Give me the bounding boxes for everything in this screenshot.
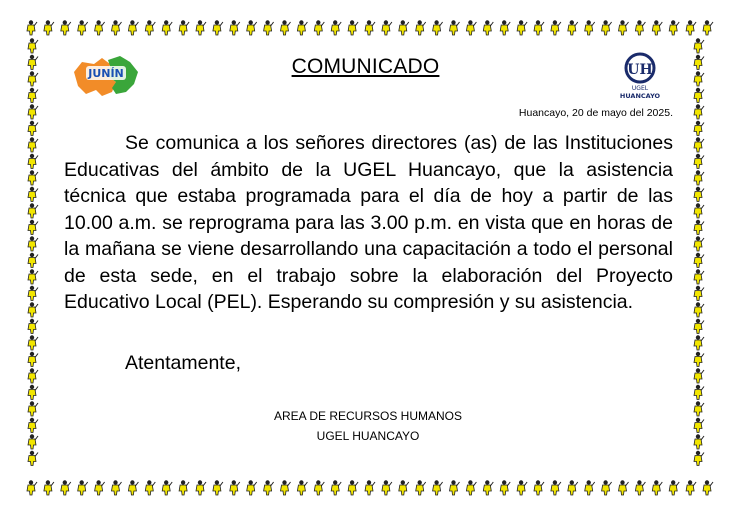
- border-figure-icon: [669, 20, 679, 35]
- ugel-logo-line2: HUANCAYO: [619, 92, 661, 100]
- border-figure-icon: [694, 88, 704, 103]
- border-figure-icon: [145, 20, 155, 35]
- border-figure-icon: [694, 451, 704, 466]
- border-figure-icon: [230, 20, 240, 35]
- border-figure-icon: [694, 121, 704, 136]
- border-figure-icon: [28, 121, 38, 136]
- border-figure-icon: [28, 335, 38, 350]
- border-figure-icon: [213, 20, 223, 35]
- border-figure-icon: [694, 302, 704, 317]
- border-figure-icon: [694, 253, 704, 268]
- junin-logo-text: JUNÍN: [88, 67, 124, 80]
- border-figure-icon: [28, 302, 38, 317]
- border-figure-icon: [694, 203, 704, 218]
- border-figure-icon: [602, 480, 612, 495]
- border-figure-icon: [28, 352, 38, 367]
- border-figure-icon: [500, 480, 510, 495]
- border-figure-icon: [314, 20, 324, 35]
- signature-department: AREA DE RECURSOS HUMANOS: [273, 409, 463, 423]
- border-figure-icon: [694, 319, 704, 334]
- border-figure-icon: [416, 20, 426, 35]
- border-figure-icon: [686, 480, 696, 495]
- border-figure-icon: [28, 253, 38, 268]
- border-figure-icon: [297, 480, 307, 495]
- document-title: COMUNICADO: [291, 55, 440, 78]
- closing-line: Atentamente,: [125, 352, 241, 374]
- border-figure-icon: [28, 385, 38, 400]
- border-figure-icon: [399, 480, 409, 495]
- border-figure-icon: [694, 170, 704, 185]
- border-figure-icon: [28, 88, 38, 103]
- border-figure-icon: [551, 20, 561, 35]
- border-figure-icon: [28, 104, 38, 119]
- border-figure-icon: [27, 480, 37, 495]
- border-figure-icon: [44, 480, 54, 495]
- border-figure-icon: [78, 20, 88, 35]
- border-figure-icon: [61, 20, 71, 35]
- border-figure-icon: [694, 236, 704, 251]
- border-figure-icon: [694, 137, 704, 152]
- border-figure-icon: [331, 480, 341, 495]
- border-figure-icon: [585, 480, 595, 495]
- border-figure-icon: [694, 38, 704, 53]
- border-figure-icon: [162, 20, 172, 35]
- border-figure-icon: [652, 20, 662, 35]
- border-figure-icon: [28, 203, 38, 218]
- border-figure-icon: [382, 480, 392, 495]
- border-figure-icon: [517, 20, 527, 35]
- border-figure-icon: [28, 236, 38, 251]
- border-figure-icon: [703, 20, 713, 35]
- border-figure-icon: [416, 480, 426, 495]
- border-figure-icon: [635, 480, 645, 495]
- border-figure-icon: [694, 187, 704, 202]
- border-figure-icon: [551, 480, 561, 495]
- ugel-logo-mark: UH: [627, 62, 653, 78]
- border-figure-icon: [534, 20, 544, 35]
- border-figure-icon: [568, 480, 578, 495]
- border-figure-icon: [314, 480, 324, 495]
- border-figure-icon: [28, 187, 38, 202]
- border-figure-icon: [95, 20, 105, 35]
- border-figure-icon: [112, 20, 122, 35]
- border-figure-icon: [28, 368, 38, 383]
- border-figure-icon: [694, 286, 704, 301]
- border-figure-icon: [348, 20, 358, 35]
- border-figure-icon: [517, 480, 527, 495]
- border-figure-icon: [694, 154, 704, 169]
- border-figure-icon: [635, 20, 645, 35]
- ugel-logo-line1: UGEL: [631, 85, 649, 92]
- border-figure-icon: [44, 20, 54, 35]
- border-figure-icon: [95, 480, 105, 495]
- border-figure-icon: [28, 319, 38, 334]
- border-figure-icon: [433, 20, 443, 35]
- border-figure-icon: [694, 352, 704, 367]
- border-figure-icon: [112, 480, 122, 495]
- border-figure-icon: [213, 480, 223, 495]
- border-figure-icon: [128, 480, 138, 495]
- border-figure-icon: [450, 20, 460, 35]
- border-figure-icon: [28, 451, 38, 466]
- border-figure-icon: [28, 220, 38, 235]
- border-figure-icon: [365, 480, 375, 495]
- border-figure-icon: [399, 20, 409, 35]
- border-figure-icon: [585, 20, 595, 35]
- border-figure-icon: [652, 480, 662, 495]
- border-figure-icon: [686, 20, 696, 35]
- border-figure-icon: [196, 20, 206, 35]
- border-figure-icon: [28, 137, 38, 152]
- border-figure-icon: [264, 20, 274, 35]
- border-figure-icon: [179, 20, 189, 35]
- border-figure-icon: [247, 20, 257, 35]
- border-figure-icon: [483, 480, 493, 495]
- border-figure-icon: [483, 20, 493, 35]
- border-figure-icon: [694, 269, 704, 284]
- border-figure-icon: [669, 480, 679, 495]
- border-figure-icon: [230, 480, 240, 495]
- border-figure-icon: [27, 20, 37, 35]
- border-figure-icon: [694, 104, 704, 119]
- border-figure-icon: [281, 480, 291, 495]
- border-figure-icon: [694, 368, 704, 383]
- border-figure-icon: [28, 286, 38, 301]
- border-figure-icon: [619, 480, 629, 495]
- border-figure-icon: [264, 480, 274, 495]
- border-figure-icon: [331, 20, 341, 35]
- border-figure-icon: [196, 480, 206, 495]
- signature-institution: UGEL HUANCAYO: [316, 429, 420, 443]
- border-figure-icon: [128, 20, 138, 35]
- border-figure-icon: [348, 480, 358, 495]
- border-figure-icon: [568, 20, 578, 35]
- border-figure-icon: [450, 480, 460, 495]
- border-figure-icon: [694, 220, 704, 235]
- border-figure-icon: [28, 38, 38, 53]
- border-figure-icon: [297, 20, 307, 35]
- border-figure-icon: [602, 20, 612, 35]
- border-figure-icon: [694, 335, 704, 350]
- border-figure-icon: [382, 20, 392, 35]
- border-figure-icon: [61, 480, 71, 495]
- border-figure-icon: [28, 269, 38, 284]
- border-figure-icon: [145, 480, 155, 495]
- border-figure-icon: [365, 20, 375, 35]
- border-figure-icon: [247, 480, 257, 495]
- body-paragraph: Se comunica a los señores directores (as) de las Instituciones Educativas del ámbito de la UGEL Huancayo, que la asistencia técnica que estaba programada para el día de hoy a partir de las 10.00 a.m. se reprograma para las 3.00 p.m. en vista que en horas de la mañana se viene desarrollando una capacitación a todo el personal de esta sede, en el trabajo sobre la elaboración del Proyecto Educativo Local (PEL). Esperando su compresión y su asistencia.: [64, 132, 673, 313]
- border-figure-icon: [78, 480, 88, 495]
- signature-block: [0, 406, 731, 446]
- border-figure-icon: [179, 480, 189, 495]
- border-figure-icon: [703, 480, 713, 495]
- border-figure-icon: [619, 20, 629, 35]
- border-figure-icon: [28, 170, 38, 185]
- border-figure-icon: [433, 480, 443, 495]
- border-figure-icon: [162, 480, 172, 495]
- border-figure-icon: [466, 480, 476, 495]
- border-figure-icon: [694, 385, 704, 400]
- border-figure-icon: [28, 154, 38, 169]
- border-figure-icon: [534, 480, 544, 495]
- border-figure-icon: [466, 20, 476, 35]
- border-figure-icon: [500, 20, 510, 35]
- date-line: Huancayo, 20 de mayo del 2025.: [518, 107, 673, 119]
- border-figure-icon: [281, 20, 291, 35]
